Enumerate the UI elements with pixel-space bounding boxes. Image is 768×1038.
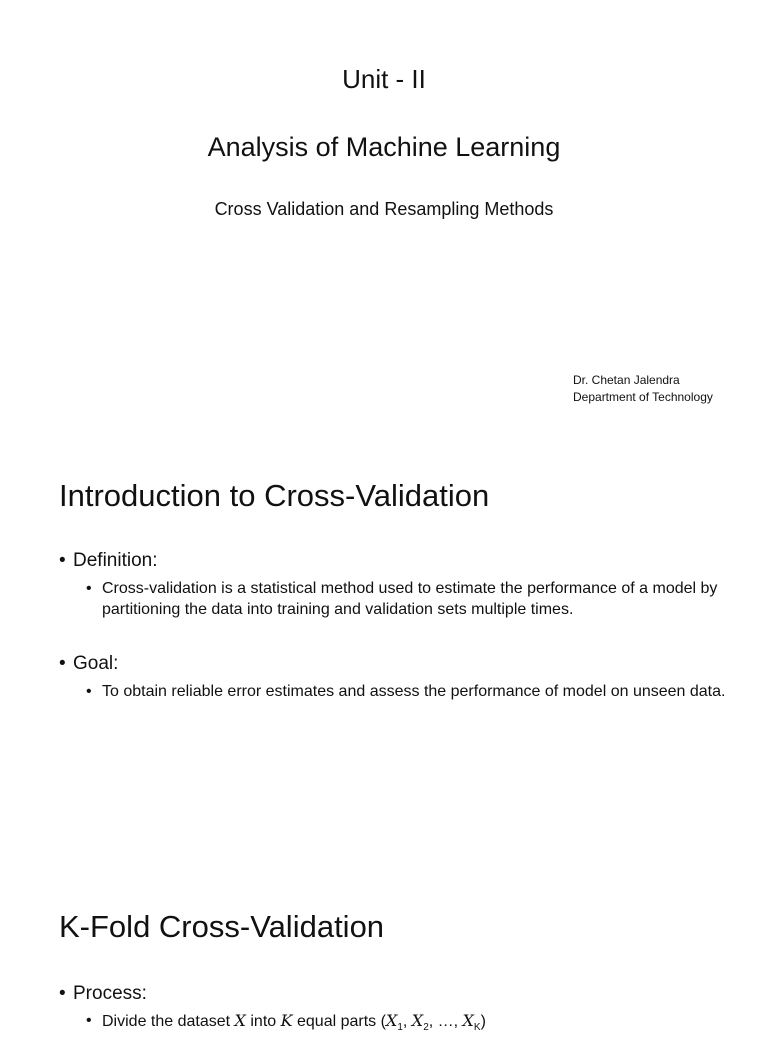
seq-comma: , [402, 1013, 412, 1030]
bullet-text [102, 1010, 726, 1038]
bullet-text: To obtain reliable error estimates and assess the performance of model on unseen data. [102, 683, 726, 700]
sub-1: 1 [397, 1022, 403, 1034]
text-mid: into [245, 1013, 281, 1030]
bullet-icon: • [86, 580, 92, 597]
goal-text [86, 681, 726, 702]
var-x: X [234, 1011, 246, 1030]
process-text [86, 1010, 726, 1038]
bullet-goal [59, 653, 118, 675]
var-k: K [280, 1011, 293, 1030]
text-suffix: equal parts ( [292, 1013, 386, 1030]
bullet-text: Cross-validation is a statistical method used to estimate the performance of a model by partitioning the data into training and validation sets multiple times. [102, 580, 718, 618]
bullet-icon: • [59, 653, 66, 674]
author-block [573, 372, 713, 406]
slide-heading: Introduction to Cross-Validation [59, 478, 490, 513]
bullet-definition [59, 550, 158, 572]
bullet-label: Goal: [73, 653, 119, 674]
seq-second: X [411, 1011, 424, 1030]
seq-last: X [462, 1011, 474, 1030]
seq-dots: , …, [428, 1013, 463, 1030]
text-prefix: Divide the dataset [102, 1013, 235, 1030]
seq-first: X [385, 1011, 398, 1030]
bullet-label: Process: [73, 983, 147, 1004]
sub-k: K [473, 1022, 481, 1034]
bullet-icon: • [86, 683, 92, 700]
close-paren: ) [480, 1013, 486, 1030]
kfold-slide [0, 864, 768, 1034]
slide-heading: K-Fold Cross-Validation [59, 909, 385, 944]
unit-label: Unit - II [342, 64, 426, 94]
bullet-icon: • [86, 1012, 92, 1029]
bullet-process [59, 983, 147, 1005]
bullet-label: Definition: [73, 550, 158, 571]
author-name: Dr. Chetan Jalendra [573, 373, 680, 387]
main-title: Analysis of Machine Learning [207, 132, 561, 162]
subtitle: Cross Validation and Resampling Methods [214, 199, 554, 219]
intro-slide [0, 432, 768, 864]
definition-text [86, 578, 726, 620]
bullet-icon: • [59, 550, 66, 571]
author-department: Department of Technology [573, 390, 713, 404]
bullet-icon: • [59, 983, 66, 1004]
sub-2: 2 [423, 1022, 429, 1034]
title-slide [0, 0, 768, 432]
